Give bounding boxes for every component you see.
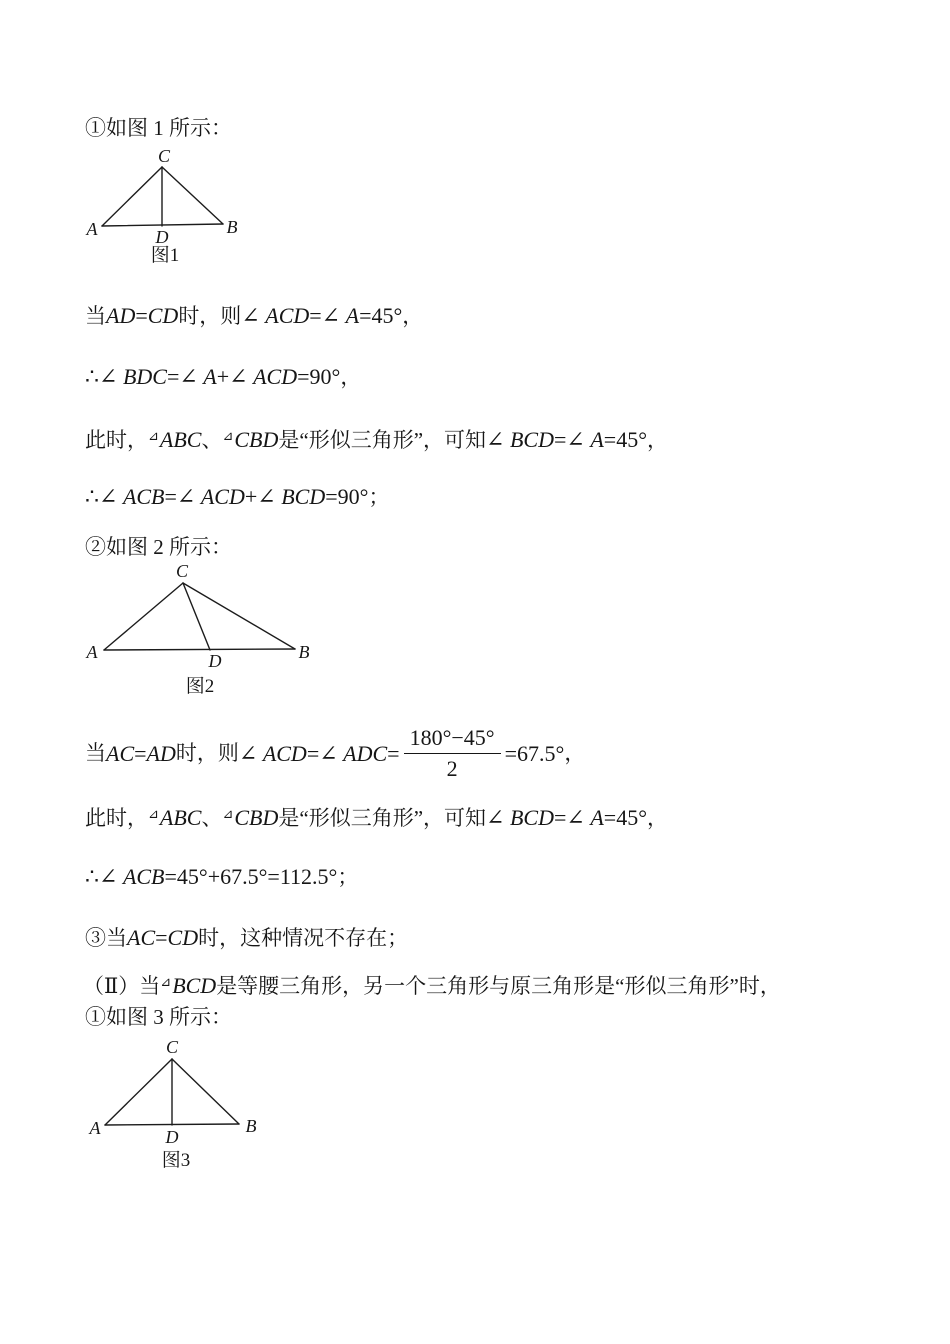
text-segment: CBD — [234, 427, 279, 452]
text-segment: = — [309, 303, 322, 328]
text-segment: BCD — [281, 484, 326, 509]
text-segment: BCD — [509, 427, 554, 452]
edge-ac — [105, 1059, 172, 1125]
text-segment: ∠ — [566, 805, 591, 830]
text-segment: ADC — [343, 740, 388, 766]
part-2-heading — [83, 969, 781, 1000]
vertex-label-a: A — [89, 1118, 101, 1138]
text-segment: ∠ — [566, 427, 591, 452]
text-segment: ∠ — [319, 740, 344, 766]
text-segment: A — [203, 364, 217, 389]
text-segment: CD — [147, 303, 179, 328]
text-segment: ①如图 3 所示： — [85, 1005, 232, 1029]
text-segment: A — [590, 427, 604, 452]
text-segment: A — [590, 805, 604, 830]
text-segment: AC — [106, 740, 135, 766]
vertex-label-c: C — [165, 1037, 179, 1057]
triangle-symbol: ⊿ — [160, 975, 172, 990]
figure-1 — [80, 145, 255, 273]
text-segment: ， — [647, 428, 668, 452]
text-segment: ∠ — [176, 484, 201, 509]
text-segment: =90° — [297, 364, 341, 389]
vertex-label-d: D — [208, 651, 222, 671]
text-segment: + — [216, 364, 230, 389]
text-segment: 时，则 — [175, 740, 239, 765]
text-segment: ③当 — [85, 926, 127, 950]
edge-ac — [104, 583, 183, 650]
vertex-label-a: A — [86, 219, 98, 239]
text-segment: =67.5° — [504, 740, 565, 766]
figure-1-caption: 图1 — [150, 245, 180, 266]
text-segment: = — [553, 427, 567, 452]
text-segment: ②如图 2 所示： — [85, 535, 232, 559]
text-segment: BDC — [122, 364, 167, 389]
text-segment: 、 — [201, 428, 223, 452]
text-segment: = — [387, 740, 400, 766]
figure-3-triangle — [80, 1035, 275, 1175]
text-segment: AD — [106, 303, 136, 328]
text-segment: =45° — [359, 303, 403, 328]
vertex-label-c: C — [175, 561, 189, 581]
text-segment: ， — [340, 365, 362, 389]
text-segment: ∠ — [486, 805, 510, 830]
statement-ac-ad-fraction — [85, 726, 585, 780]
text-segment: =90° — [325, 484, 369, 509]
edge-ab — [104, 649, 295, 650]
text-segment: ∠ — [321, 303, 346, 328]
text-segment: ∠ — [99, 364, 123, 389]
triangle-symbol: ⊿ — [222, 429, 234, 444]
edge-bc — [162, 167, 223, 224]
text-segment: 、 — [201, 806, 223, 830]
figure-2 — [80, 555, 325, 700]
text-segment: ∠ — [241, 303, 266, 328]
text-segment: ACD — [200, 484, 245, 509]
triangle-symbol: ⊿ — [148, 807, 159, 822]
text-segment: = — [155, 925, 168, 950]
segment-cd — [183, 583, 210, 650]
statement-acb-90 — [85, 483, 389, 511]
text-segment: ACB — [122, 864, 165, 889]
text-segment: ACB — [122, 484, 165, 509]
text-segment: AC — [127, 925, 156, 950]
vertex-label-d: D — [165, 1127, 179, 1147]
figure-2-triangle — [80, 555, 325, 700]
text-segment: 是等腰三角形，另一个三角形与原三角形是“形似三角形”时， — [216, 974, 781, 998]
text-segment: ∠ — [99, 864, 123, 889]
figure-3 — [80, 1035, 275, 1175]
text-segment: （Ⅱ）当 — [83, 974, 161, 998]
fraction — [404, 724, 501, 782]
text-segment: BCD — [509, 805, 554, 830]
vertex-label-b: B — [226, 217, 238, 237]
text-segment: =45°+67.5°=112.5° — [164, 864, 338, 889]
text-segment: =45° — [603, 427, 647, 452]
text-segment: ∴ — [85, 484, 99, 509]
text-segment: 当 — [85, 740, 106, 765]
fraction-denominator: 2 — [446, 756, 458, 781]
text-segment: ， — [564, 740, 586, 765]
vertex-label-a: A — [86, 642, 98, 662]
text-segment: CBD — [234, 805, 279, 830]
text-segment: ACD — [262, 740, 307, 766]
text-segment: ∠ — [99, 484, 123, 509]
text-segment: ， — [402, 304, 424, 328]
vertex-label-b: B — [245, 1116, 257, 1136]
triangle-symbol: ⊿ — [222, 807, 234, 822]
text-segment: A — [345, 303, 360, 328]
similar-triangles-fig2 — [85, 801, 668, 832]
text-segment: ∠ — [229, 364, 254, 389]
text-segment: 此时， — [85, 806, 148, 830]
edge-bc — [172, 1059, 239, 1124]
figure-3-caption: 图3 — [161, 1150, 191, 1171]
text-segment: = — [135, 303, 148, 328]
text-segment: ∠ — [179, 364, 204, 389]
text-segment: 时，则 — [178, 304, 242, 328]
text-segment: = — [166, 364, 180, 389]
text-segment: = — [134, 740, 147, 766]
statement-ad-cd — [85, 302, 423, 330]
edge-ac — [102, 167, 162, 226]
intro-figure-1 — [85, 114, 232, 142]
text-segment: 当 — [85, 304, 106, 328]
text-segment: ∴ — [85, 864, 99, 889]
figure-1-triangle — [80, 145, 255, 273]
vertex-label-b: B — [298, 642, 310, 662]
text-segment: ∠ — [238, 740, 263, 766]
text-segment: = — [553, 805, 567, 830]
text-segment: =45° — [603, 805, 647, 830]
text-segment: ①如图 1 所示： — [85, 116, 232, 140]
figure-2-caption: 图2 — [185, 676, 215, 697]
text-segment: CD — [167, 925, 199, 950]
text-segment: ABC — [159, 805, 202, 830]
text-segment: ∴ — [85, 364, 99, 389]
vertex-label-d: D — [155, 227, 169, 247]
text-segment: ACD — [265, 303, 310, 328]
text-segment: ACD — [253, 364, 298, 389]
text-segment: = — [164, 484, 177, 509]
triangle-symbol: ⊿ — [148, 429, 159, 444]
text-segment: + — [244, 484, 258, 509]
text-segment: ABC — [159, 427, 202, 452]
text-segment: = — [306, 740, 320, 766]
text-segment: ； — [337, 865, 359, 889]
text-segment: ； — [368, 485, 390, 509]
vertex-label-c: C — [157, 146, 171, 166]
case-ac-cd-nonexistent — [85, 924, 408, 952]
statement-acb-112-5 — [85, 863, 358, 891]
text-segment: 此时， — [85, 428, 148, 452]
intro-figure-3 — [85, 1003, 232, 1031]
text-segment: BCD — [172, 973, 217, 998]
text-segment: 是“形似三角形”，可知 — [278, 428, 487, 452]
statement-bdc-90 — [85, 363, 361, 391]
edge-bc — [183, 583, 295, 649]
text-segment: ∠ — [257, 484, 282, 509]
text-segment: 时，这种情况不存在； — [198, 926, 409, 950]
similar-triangles-fig1 — [85, 423, 668, 454]
text-segment: 是“形似三角形”，可知 — [278, 806, 487, 830]
text-segment: ∠ — [486, 427, 510, 452]
fraction-numerator: 180°−45° — [404, 724, 501, 754]
text-segment: AD — [146, 740, 176, 766]
text-segment: ， — [647, 806, 668, 830]
